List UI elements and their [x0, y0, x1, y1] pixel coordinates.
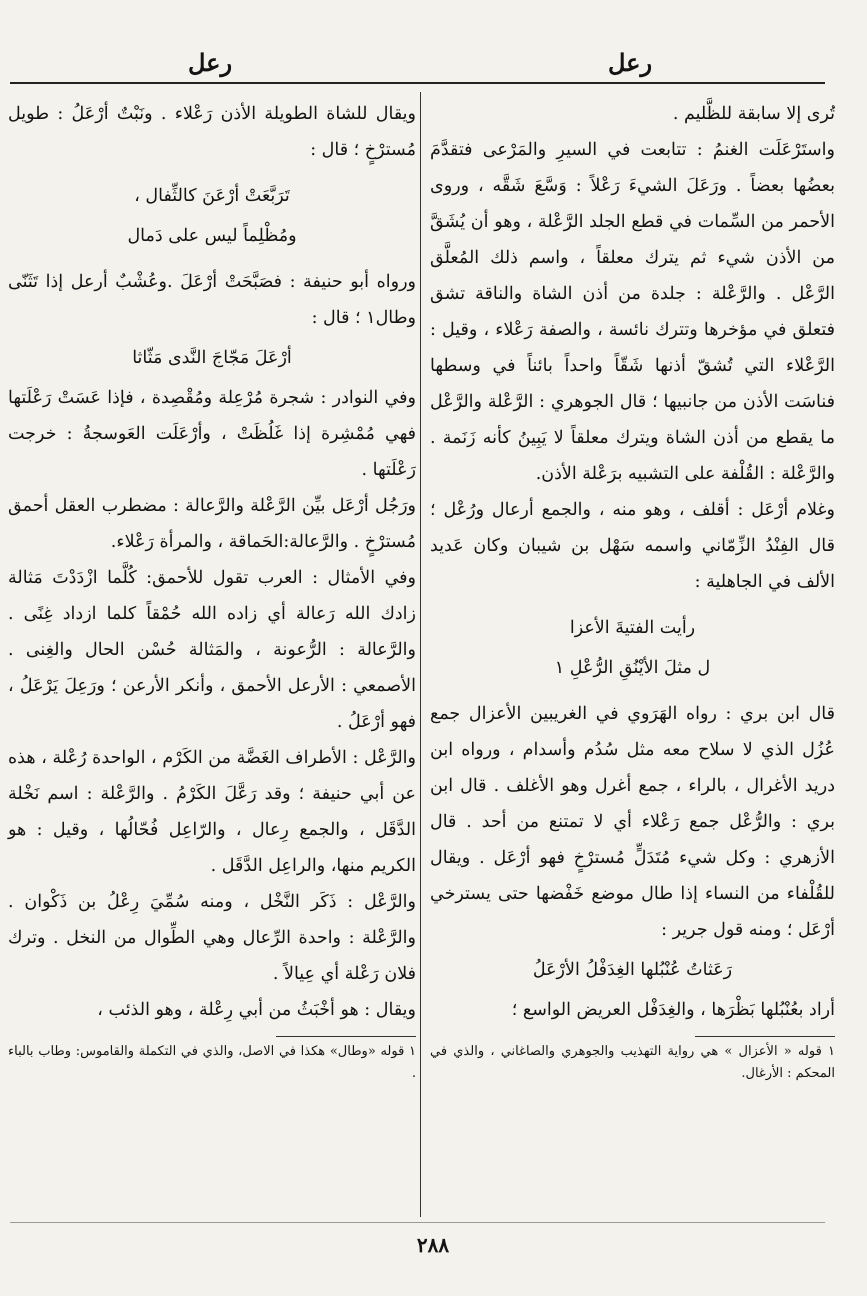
- paragraph: ويقال : هو أخْبَثُ من أبي رِعْلة ، وهو الذئب ،: [97, 1000, 416, 1020]
- footnote-rule: [695, 1036, 835, 1037]
- paragraph: والرَّعْل : ذَكَر النَّخْل ، ومنه سُمِّيَ رِعْلُ بن ذَكْوان . والرَّعْلة : واحدة الرِّعال وهي الطِّوال من النخل . وترك فلان رَعْلة أي عِيالاً .: [8, 892, 416, 984]
- verse-line: ل مثلَ الأيْنُقِ الرُّعْلِ ١: [554, 658, 711, 678]
- footnote-rule: [276, 1036, 416, 1037]
- paragraph: واستَرْعَلَت الغنمُ : تتابعت في السيرِ والمَرْعى فتقدَّمَ بعضُها بعضاً . ورَعَلَ الشيءَ رَعْلاً : وَسَّعَ شَقَّه ، وروى الأحمر من السِّمات في قطع الجلد الرَّعْلة ، وهو أن يُشَقَّ من الأذن شيء ثم يترك معلقاً ، واسم ذلك المُعلَّق الرَّعْل . والرَّعْلة : جلدة من أذن الشاة والناقة تشق فتعلق في مؤخرها وتترك نائسة ، والصفة رَعْلاء ، وقيل : الرَّعْلاء التي تُشقّ أذنها شَقّاً واحداً بائناً في وسطها فناسَت الأذن من جانبيها ؛ قال الجوهري : الرَّعْلة والرَّعْل ما يقطع من أذن الشاة ويترك معلقاً لا يَبِينُ كأنه زَنَمة . والرَّعْلة : القُلْفة على التشبيه برَعْلة الأذن.: [430, 140, 835, 484]
- page-number: ٢٨٨: [416, 1233, 450, 1257]
- bottom-rule: [10, 1222, 825, 1223]
- verse-line: رَعَثاتُ عُنْبُلها الغِدَفْلُ الأرْعَلُ: [532, 960, 733, 980]
- header-word-left: رعل: [187, 48, 233, 77]
- right-column: [430, 96, 835, 1085]
- paragraph: ويقال للشاة الطويلة الأذن رَعْلاء . ونَبْتٌ أرْعَلُ : طويل مُسترْخٍ ؛ قال :: [8, 104, 416, 160]
- paragraph: والرَّعْل : الأطراف الغَضَّة من الكَرْم ، الواحدة رُعْلة ، هذه عن أبي حنيفة ؛ وقد رَعَّلَ الكَرْمُ . والرَّعْلة : اسم نَخْلة الدَّقَل ، والجمع رِعال ، والرّاعِل فُحّالُها ، وقيل : هو الكريم منها، والراعِل الدَّقَل .: [8, 748, 416, 876]
- verse-line: ومُظْلِماً ليس على دَمال: [127, 226, 297, 246]
- header-rule: [10, 82, 825, 84]
- footnote: ١ قوله «وطال» هكذا في الاصل، والذي في التكملة والقاموس: وطاب بالباء .: [8, 1044, 416, 1081]
- verse-line: رأيت الفتيةَ الأعزا: [569, 618, 696, 638]
- footnote: ١ قوله « الأعزال » هي رواية التهذيب والجوهري والصاغاني ، والذي في المحكم : الأرغال.: [430, 1044, 835, 1081]
- paragraph: أراد بعُنْبُلها بَظْرَها ، والغِدَفْل العريض الواسع ؛: [511, 1000, 835, 1020]
- paragraph: قال ابن بري : رواه الهَرَوي في الغريبين الأعزال جمع عُزُل الذي لا سلاح معه مثل سُدُم وأسدام ، ورواه ابن دريد الأغرال ، بالراء ، جمع أغرل وهو الأغلف . قال ابن بري : والرُّعْل جمع رَعْلاء أي لا تمتنع من أحد . قال الأزهري : وكل شيء مُتَدَلٍّ مُسترْخٍ فهو أرْعَل . ويقال للقُلْفاء من النساء إذا طال موضع خَفْضها حتى يسترخي أرْعَل ؛ ومنه قول جرير :: [430, 704, 835, 940]
- paragraph: تُرى إلا سابقة للظَّليم .: [672, 104, 835, 124]
- verse-line: أرْعَلَ مَجّاجَ النَّدى مَثّاثا: [132, 348, 292, 368]
- paragraph: ورواه أبو حنيفة : فصَبَّحَتْ أرْعَلَ .وعُشْبٌ أرعل إذا تَثَنّى وطال١ ؛ قال :: [8, 272, 416, 328]
- left-column: [8, 96, 416, 1085]
- verse-line: تَرَبَّعَتْ أرْعَنَ كالثِّفال ،: [134, 186, 290, 206]
- paragraph: ورَجُل أرْعَل بيِّن الرَّعْلة والرَّعالة : مضطرب العقل أحمق مُسترْخٍ . والرَّعالة:الحَماقة ، والمرأة رَعْلاء.: [8, 496, 416, 552]
- paragraph: وفي النوادر : شجرة مُرْعِلة ومُقْصِدة ، فإذا عَسَتْ رَعْلَتها فهي مُمْشِرة إذا غَلُظَتْ ، وأرْعَلَت العَوسجةُ : خرجت رَعْلَتها .: [8, 388, 416, 480]
- column-divider: [420, 92, 421, 1217]
- paragraph: وغلام أرْعَل : أقلف ، وهو منه ، والجمع أرعال ورُعْل ؛ قال الفِنْدُ الزِّمّاني واسمه سَهْل بن شيبان وكان عَديد الألف في الجاهلية :: [430, 500, 835, 592]
- paragraph: وفي الأمثال : العرب تقول للأحمق: كُلَّما ازْدَدْتَ مَثالة زادك الله رَعالة أي زاده الله حُمْقاً كلما ازداد غِنًى . والرَّعالة : الرُّعونة ، والمَثالة حُسْن الحال والغِنى . الأصمعي : الأرعل الأحمق ، وأنكر الأرعن ؛ ورَعِلَ يَرْعَلُ ، فهو أرْعَلُ .: [8, 568, 416, 732]
- header-word-right: رعل: [607, 48, 653, 77]
